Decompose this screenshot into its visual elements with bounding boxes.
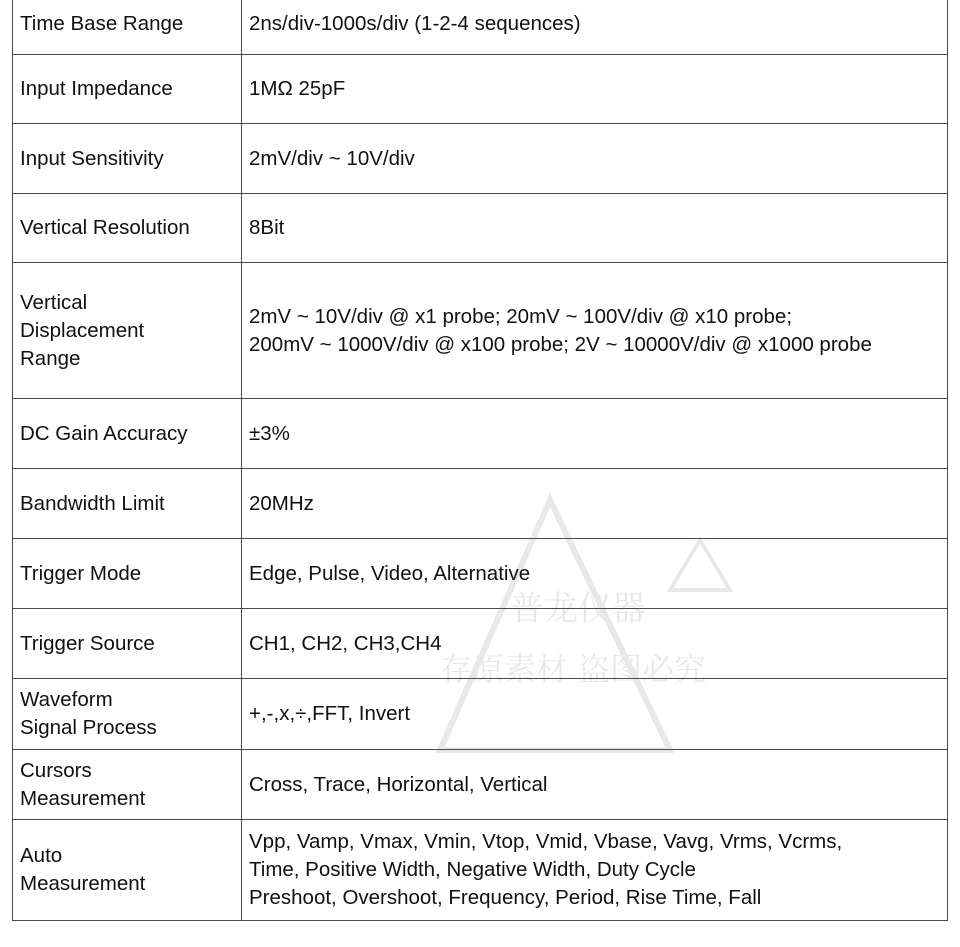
spec-label: Input Sensitivity — [20, 146, 164, 170]
spec-row — [13, 263, 948, 399]
spec-label-cell — [13, 750, 242, 820]
spec-row — [13, 609, 948, 679]
spec-row — [13, 0, 948, 55]
spec-label-cell — [13, 263, 242, 399]
spec-label-cell — [13, 0, 242, 55]
spec-label-cell — [13, 679, 242, 750]
spec-label: Input Impedance — [20, 77, 173, 100]
spec-label-cell — [13, 820, 242, 921]
spec-table-body — [13, 0, 948, 921]
spec-row — [13, 820, 948, 921]
spec-row — [13, 469, 948, 539]
spec-value: 8Bit — [249, 216, 285, 239]
spec-value: CH1, CH2, CH3,CH4 — [249, 631, 442, 655]
spec-value-cell — [242, 124, 948, 194]
spec-label: Trigger Source — [20, 631, 155, 655]
watermark-line-1: 普龙仪器 — [510, 589, 646, 629]
spec-row — [13, 750, 948, 820]
spec-value: +,-,x,÷,FFT, Invert — [249, 702, 411, 725]
spec-value-cell — [242, 820, 948, 921]
spec-label: Displacement — [20, 318, 145, 342]
spec-label: Cursors — [20, 758, 92, 782]
spec-label-cell — [13, 399, 242, 469]
spec-row — [13, 55, 948, 124]
spec-row — [13, 679, 948, 750]
spec-value: 200mV ~ 1000V/div @ x100 probe; 2V ~ 10000V/div @ x1000 probe — [249, 332, 872, 356]
spec-label: Range — [20, 346, 81, 370]
spec-label: DC Gain Accuracy — [20, 421, 188, 445]
spec-row — [13, 124, 948, 194]
spec-value-cell — [242, 263, 948, 399]
spec-value: Edge, Pulse, Video, Alternative — [249, 561, 531, 585]
spec-value-cell — [242, 0, 948, 55]
spec-value: ±3% — [249, 421, 290, 445]
spec-label: Waveform — [20, 688, 113, 711]
spec-label-cell — [13, 609, 242, 679]
spec-row — [13, 399, 948, 469]
spec-row — [13, 194, 948, 263]
spec-value: 2ns/div-1000s/div (1-2-4 sequences) — [249, 11, 581, 35]
spec-label: Auto — [20, 844, 63, 867]
spec-label: Trigger Mode — [20, 561, 142, 585]
spec-label-cell — [13, 124, 242, 194]
spec-value: Cross, Trace, Horizontal, Vertical — [249, 772, 548, 796]
spec-value: 2mV ~ 10V/div @ x1 probe; 20mV ~ 100V/div @ x10 probe; — [249, 304, 793, 328]
spec-value-cell — [242, 469, 948, 539]
spec-value: 1MΩ 25pF — [249, 77, 346, 100]
spec-value-cell — [242, 609, 948, 679]
spec-label-cell — [13, 539, 242, 609]
spec-value-cell — [242, 679, 948, 750]
spec-label: Measurement — [20, 872, 146, 895]
spec-value-cell — [242, 539, 948, 609]
spec-label: Time Base Range — [20, 11, 184, 35]
spec-table — [12, 0, 948, 921]
spec-value: 2mV/div ~ 10V/div — [249, 146, 415, 170]
spec-label: Vertical Resolution — [20, 216, 190, 239]
spec-label: Vertical — [20, 290, 88, 314]
spec-value: Preshoot, Overshoot, Frequency, Period, Rise Time, Fall — [249, 886, 762, 909]
spec-label-cell — [13, 469, 242, 539]
spec-label-cell — [13, 55, 242, 124]
spec-label: Bandwidth Limit — [20, 491, 165, 515]
spec-value-cell — [242, 750, 948, 820]
spec-row — [13, 539, 948, 609]
spec-value-cell — [242, 194, 948, 263]
spec-value: Time, Positive Width, Negative Width, Duty Cycle — [249, 858, 696, 881]
watermark-line-2: 存原素材 盗图必究 — [440, 650, 707, 688]
spec-label: Signal Process — [20, 716, 157, 739]
spec-label-cell — [13, 194, 242, 263]
spec-label: Measurement — [20, 786, 146, 810]
spec-value: 20MHz — [249, 491, 314, 515]
spec-value-cell — [242, 399, 948, 469]
spec-value-cell — [242, 55, 948, 124]
spec-value: Vpp, Vamp, Vmax, Vmin, Vtop, Vmid, Vbase, Vavg, Vrms, Vcrms, — [249, 830, 843, 853]
